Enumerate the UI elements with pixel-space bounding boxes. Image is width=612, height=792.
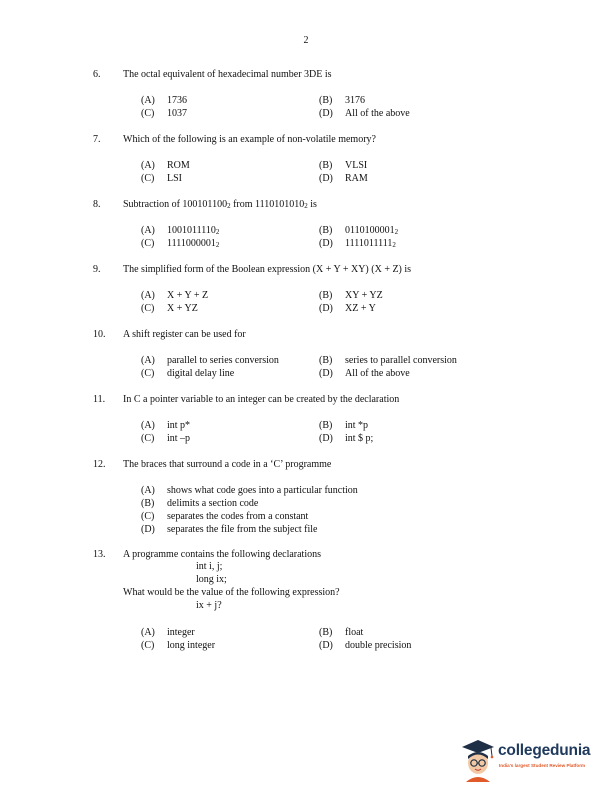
logo-wordmark: collegedunia [498,742,591,759]
option-a: (A) 1736 [141,95,187,106]
option-c: (C) $1111000001_2$ [141,238,220,249]
option-d: (D) separates the file from the subject file [141,524,318,535]
question-number: 11. [93,394,106,405]
question-number: 12. [93,459,106,470]
option-a: (A) ROM [141,160,190,171]
option-d: (D) XZ + Y [319,303,376,314]
question-text: The braces that surround a code in a ‘C’ programme [123,459,332,470]
option-a: (A) shows what code goes into a particular function [141,485,358,496]
option-d: (D) double precision [319,640,412,651]
option-d: (D) RAM [319,173,368,184]
option-c: (C) X + YZ [141,303,198,314]
question-text-2: What would be the value of the following expression? [123,587,340,598]
question-number: 9. [93,264,101,275]
collegedunia-logo [458,738,604,782]
question-number: 10. [93,329,106,340]
option-b: (B) delimits a section code [141,498,259,509]
question-text: The simplified form of the Boolean expression (X + Y + XY) (X + Z) is [123,264,412,275]
option-c: (C) digital delay line [141,368,235,379]
option-b: (B) 3176 [319,95,365,106]
option-c: (C) separates the codes from a constant [141,511,309,522]
question-text: Subtraction of $100101100_2$ from $1110101010_2$ is [123,199,317,210]
option-b: (B) float [319,627,364,638]
option-b: (B) XY + YZ [319,290,383,301]
code-line: ix + j? [196,600,222,611]
option-d: (D) All of the above [319,368,410,379]
logo-tagline: India's largest Student Review Platform [499,763,586,768]
question-text: In C a pointer variable to an integer can be created by the declaration [123,394,400,405]
student-mascot-icon [458,738,498,782]
option-b: (B) VLSI [319,160,368,171]
question-text: A programme contains the following declarations [123,549,322,560]
option-c: (C) LSI [141,173,182,184]
option-d: (D) int $ p; [319,433,374,444]
option-a: (A) integer [141,627,195,638]
option-c: (C) long integer [141,640,216,651]
option-d: (D) $1111011111_2$ [319,238,396,249]
option-b: (B) $0110100001_2$ [319,225,399,236]
option-b: (B) series to parallel conversion [319,355,457,366]
code-line: long ix; [196,574,227,585]
code-line: int i, j; [196,561,223,572]
question-text: A shift register can be used for [123,329,246,340]
question-number: 6. [93,69,101,80]
question-number: 7. [93,134,101,145]
option-d: (D) All of the above [319,108,410,119]
question-number: 13. [93,549,106,560]
option-a: (A) $1001011110_2$ [141,225,220,236]
question-text: Which of the following is an example of non-volatile memory? [123,134,376,145]
option-b: (B) int *p [319,420,369,431]
option-a: (A) int p* [141,420,191,431]
option-a: (A) X + Y + Z [141,290,209,301]
option-c: (C) 1037 [141,108,187,119]
option-a: (A) parallel to series conversion [141,355,279,366]
question-number: 8. [93,199,101,210]
option-c: (C) int –p [141,433,191,444]
page-number: 2 [303,35,309,46]
question-text: The octal equivalent of hexadecimal number 3DE is [123,69,332,80]
